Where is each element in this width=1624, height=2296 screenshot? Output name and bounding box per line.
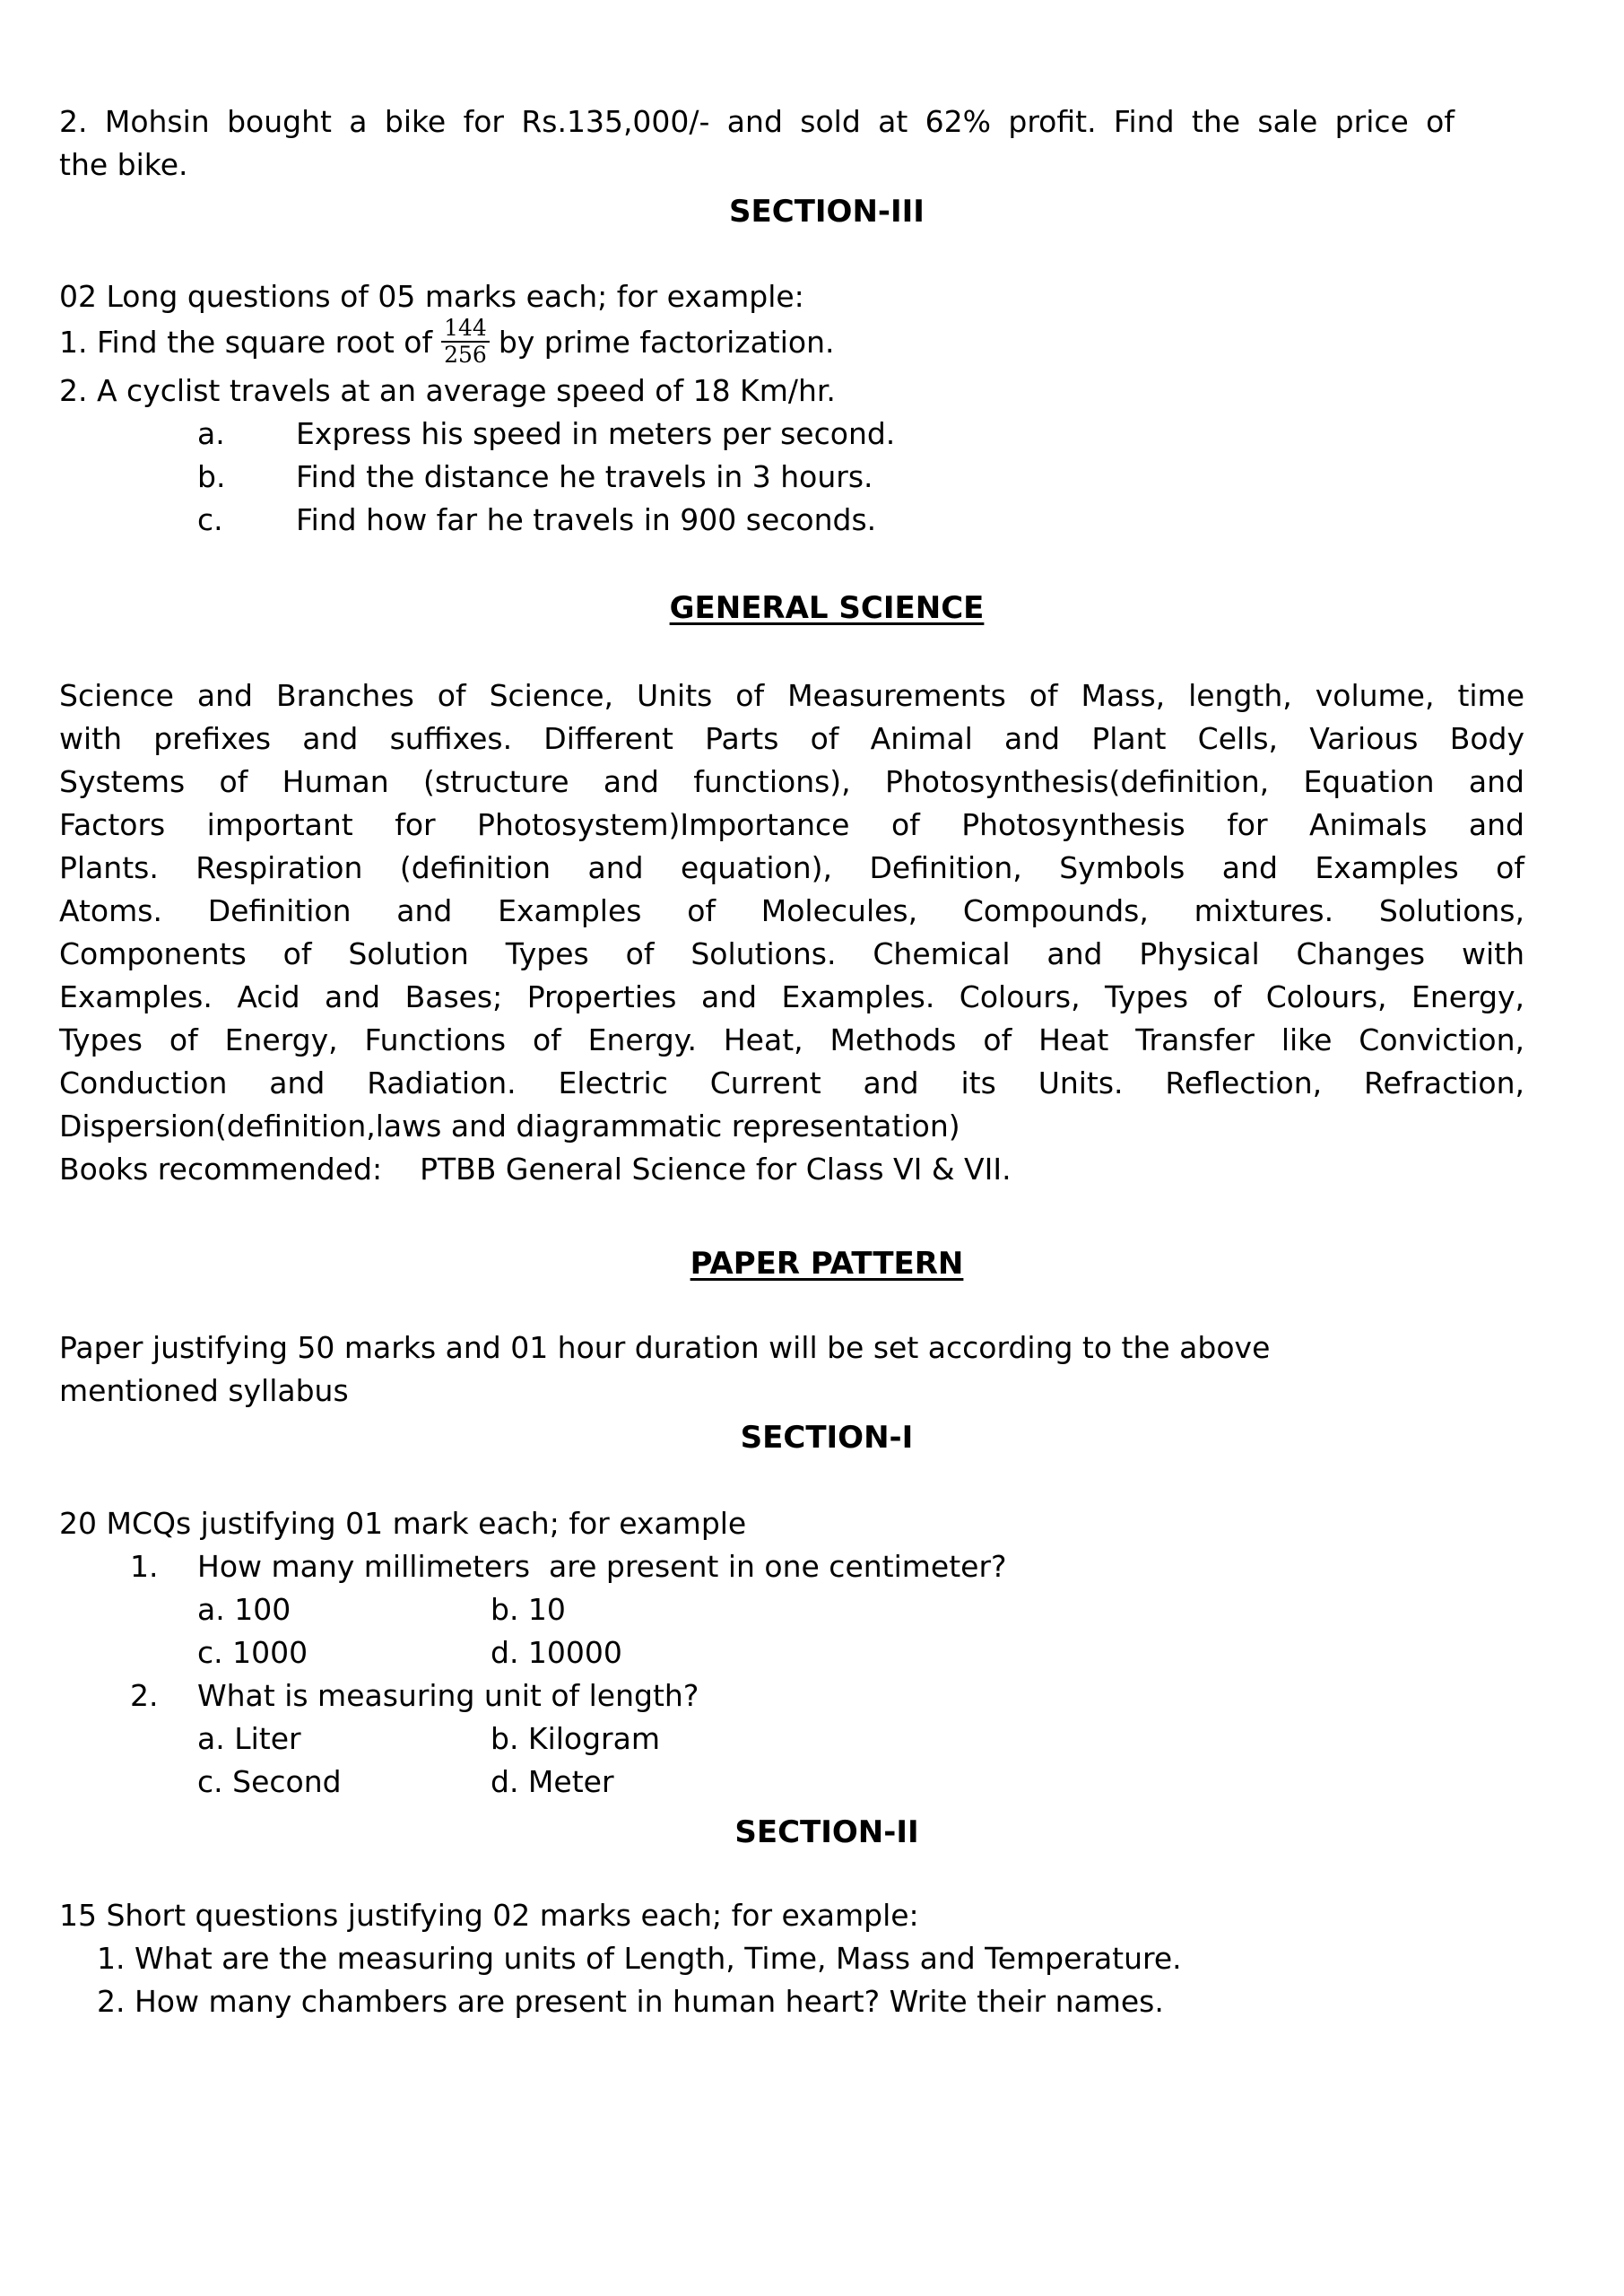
section-2-intro: 15 Short questions justifying 02 marks each; for example: [59,1898,919,1933]
syllabus-line: Systems of Human (structure and functions), Photosynthesis(definition, Equation and [59,764,1524,799]
mcq-2-options-row2 [59,1761,1594,1804]
paper-pattern-paragraph [59,1326,1524,1413]
syllabus-line: Types of Energy, Functions of Energy. Heat, Methods of Heat Transfer like Conviction, [59,1022,1524,1057]
fraction-144-256 [441,316,490,367]
fraction-denominator: 256 [444,342,487,368]
short-question-2: 2. How many chambers are present in human heart? Write their names. [97,1984,1164,2019]
mcq-1-option-d: d. 10000 [491,1635,622,1670]
subpart-b-text: Find the distance he travels in 3 hours. [296,459,873,494]
mcq-2-options-row1 [59,1718,1594,1761]
paper-pattern-line2: mentioned syllabus [59,1373,349,1408]
subpart-c [59,499,1594,542]
mcq-1-options-row1 [59,1588,1594,1631]
mcq-1-option-b: b. 10 [491,1592,566,1627]
subpart-b [59,456,1594,499]
section-1-intro: 20 MCQs justifying 01 mark each; for example [59,1506,747,1541]
syllabus-line: Conduction and Radiation. Electric Current and its Units. Reflection, Refraction, [59,1065,1524,1100]
syllabus-line: Atoms. Definition and Examples of Molecules, Compounds, mixtures. Solutions, [59,893,1524,928]
syllabus-line: Factors important for Photosystem)Importance of Photosynthesis for Animals and [59,807,1524,842]
general-science-heading: GENERAL SCIENCE [669,590,985,626]
mcq-2-option-a: a. Liter [197,1721,301,1756]
mcq-2 [59,1674,1594,1718]
syllabus-line: Science and Branches of Science, Units of Measurements of Mass, length, volume, time [59,678,1524,713]
mcq-2-number: 2. [130,1678,159,1713]
document-page [59,0,1594,2023]
math-question-2-line1: 2. Mohsin bought a bike for Rs.135,000/- and sold at 62% profit. Find the sale price of [59,104,1455,139]
subpart-a-letter: a. [197,416,225,451]
paper-pattern-heading: PAPER PATTERN [690,1246,964,1282]
general-science-syllabus [59,674,1594,1191]
section-3-question-1 [59,315,1524,370]
section-2-heading: SECTION-II [734,1814,919,1850]
mcq-2-option-b: b. Kilogram [491,1721,660,1756]
subpart-b-letter: b. [197,459,226,494]
mcq-1-options-row2 [59,1631,1594,1674]
paper-pattern-line1: Paper justifying 50 marks and 01 hour duration will be set according to the above [59,1330,1271,1365]
subpart-c-text: Find how far he travels in 900 seconds. [296,502,877,537]
subpart-c-letter: c. [197,502,223,537]
section-1-heading: SECTION-I [740,1420,914,1456]
math-question-2-line2: the bike. [59,147,188,182]
mcq-1 [59,1545,1594,1588]
mcq-2-option-d: d. Meter [491,1764,614,1799]
mcq-1-option-a: a. 100 [197,1592,291,1627]
syllabus-line: Plants. Respiration (definition and equation), Definition, Symbols and Examples of [59,850,1524,885]
mcq-1-number: 1. [130,1549,159,1584]
section-3-heading: SECTION-III [729,194,925,230]
short-question-1: 1. What are the measuring units of Length, Time, Mass and Temperature. [97,1941,1182,1976]
syllabus-line: with prefixes and suffixes. Different Parts of Animal and Plant Cells, Various Body [59,721,1524,756]
mcq-1-text: How many millimeters are present in one centimeter? [197,1549,1007,1584]
mcq-1-option-c: c. 1000 [197,1635,308,1670]
section-3-question-2: 2. A cyclist travels at an average speed of 18 Km/hr. [59,373,836,408]
section-3-intro: 02 Long questions of 05 marks each; for example: [59,279,804,314]
subpart-a-text: Express his speed in meters per second. [296,416,896,451]
math-question-2 [59,100,1524,187]
question-1-prefix: 1. Find the square root of [59,325,433,360]
question-1-suffix: by prime factorization. [498,325,835,360]
mcq-2-text: What is measuring unit of length? [197,1678,699,1713]
syllabus-line: Examples. Acid and Bases; Properties and Examples. Colours, Types of Colours, Energy, [59,979,1524,1014]
fraction-numerator: 144 [441,316,490,343]
syllabus-line: Dispersion(definition,laws and diagrammatic representation) [59,1109,960,1144]
subpart-a [59,413,1594,456]
syllabus-line: Components of Solution Types of Solutions. Chemical and Physical Changes with [59,936,1524,971]
books-recommended-line: Books recommended: PTBB General Science for Class VI & VII. [59,1152,1012,1187]
mcq-2-option-c: c. Second [197,1764,342,1799]
